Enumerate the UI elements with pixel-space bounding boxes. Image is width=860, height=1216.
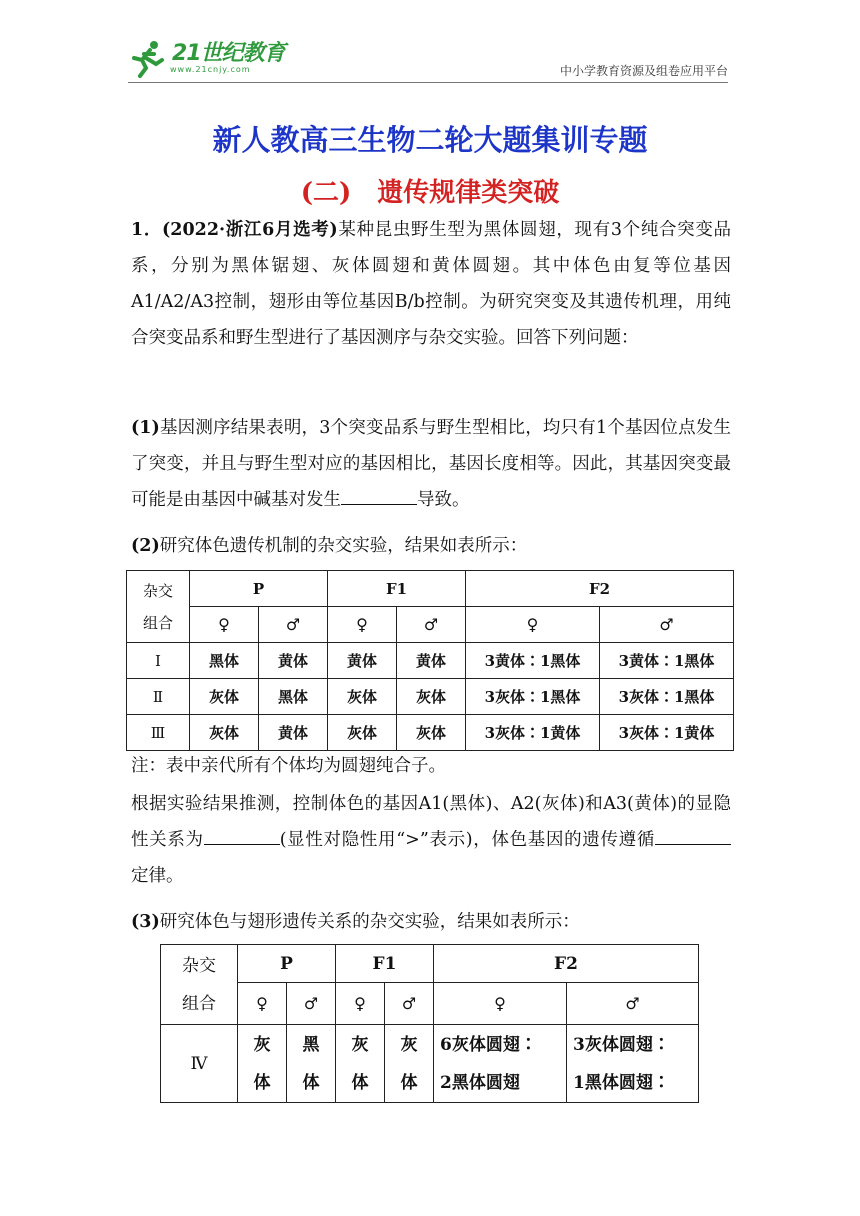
- female-symbol: ♀: [328, 607, 397, 643]
- table1-f2-header: F2: [466, 571, 734, 607]
- table-note: 注：表中亲代所有个体均为圆翅纯合子。: [131, 756, 446, 776]
- female-symbol: ♀: [190, 607, 259, 643]
- inference-text-c: 定律。: [131, 866, 184, 886]
- table1-f1-header: F1: [328, 571, 466, 607]
- part1-text: 基因测序结果表明，3个突变品系与野生型相比，均只有1个基因位点发生了突变，并且与野生型对应的基因相比，基因长度相等。因此，其基因突变最可能是由基因中碱基对发生: [131, 418, 731, 510]
- inference-text-b: (显性对隐性用“>”表示)，体色基因的遗传遵循: [279, 830, 655, 850]
- cell-line: 1黑体圆翅∶: [573, 1072, 670, 1093]
- part1-label: (1): [131, 418, 160, 438]
- question-intro-text: 某种昆虫野生型为黑体圆翅，现有3个纯合突变品系，分别为黑体锯翅、灰体圆翅和黄体圆翅。其中体色由复等位基因A1/A2/A3控制，翅形由等位基因B/b控制。为研究突变及其遗传机理，用纯合突变品系和野生型进行了基因测序与杂交实验。回答下列问题：: [131, 220, 731, 348]
- cell: [434, 1025, 567, 1103]
- header-platform-text: 中小学教育资源及组卷应用平台: [559, 64, 728, 78]
- table2-f1-header: F1: [336, 945, 434, 983]
- logo: [128, 38, 285, 78]
- cell-line: 灰: [253, 1034, 271, 1055]
- cell: 3黄体∶1黑体: [466, 643, 600, 679]
- cell: [385, 1025, 434, 1103]
- part2-label: (2): [131, 536, 160, 556]
- cell: 3灰体∶1黑体: [466, 679, 600, 715]
- cell: 黄体: [259, 715, 328, 751]
- female-symbol: ♀: [466, 607, 600, 643]
- part2: [131, 528, 731, 564]
- cell-line: 灰: [351, 1034, 369, 1055]
- inference-text-a: 根据实验结果推测，控制体色的基因A1(黑体)、A2(灰体)和A3(黄体)的显隐性关系为: [131, 794, 731, 850]
- cell: 黑体: [259, 679, 328, 715]
- male-symbol: ♂: [259, 607, 328, 643]
- part1: [131, 410, 731, 518]
- table2-group-header-b: 组合: [182, 993, 216, 1014]
- cell: 黑体: [190, 643, 259, 679]
- female-symbol: ♀: [434, 983, 567, 1025]
- cell-line: 体: [302, 1072, 320, 1093]
- cell: 3灰体∶1黄体: [466, 715, 600, 751]
- answer-blank-3[interactable]: [655, 826, 731, 845]
- cell: 黄体: [259, 643, 328, 679]
- cross-table-1: [126, 570, 734, 751]
- answer-blank-1[interactable]: [341, 486, 417, 505]
- logo-text: 21世纪教育: [172, 40, 285, 66]
- page-title: 新人教高三生物二轮大题集训专题: [212, 123, 648, 157]
- cell-line: 3灰体圆翅∶: [573, 1034, 670, 1055]
- table2-group-header-a: 杂交: [182, 955, 216, 976]
- part3-text: 研究体色与翅形遗传关系的杂交实验，结果如表所示：: [159, 912, 580, 932]
- cell: [567, 1025, 699, 1103]
- cell: 灰体: [190, 679, 259, 715]
- cell: 灰体: [397, 715, 466, 751]
- table2-f2-header: F2: [434, 945, 699, 983]
- female-symbol: ♀: [238, 983, 287, 1025]
- cell: [287, 1025, 336, 1103]
- male-symbol: ♂: [385, 983, 434, 1025]
- cell: [238, 1025, 287, 1103]
- cell: 灰体: [328, 715, 397, 751]
- cell-line: 体: [253, 1072, 271, 1093]
- cell: 3黄体∶1黑体: [600, 643, 734, 679]
- part1-tail: 导致。: [417, 490, 470, 510]
- question-number: 1．: [131, 220, 163, 240]
- cross-table-2: [160, 944, 699, 1103]
- row-id: Ⅰ: [127, 643, 190, 679]
- cell: 3灰体∶1黑体: [600, 679, 734, 715]
- cell-line: 体: [400, 1072, 418, 1093]
- cell: 黄体: [328, 643, 397, 679]
- question-source: (2022·浙江6月选考): [162, 220, 338, 240]
- part2-text: 研究体色遗传机制的杂交实验，结果如表所示：: [159, 536, 528, 556]
- cell-line: 灰: [400, 1034, 418, 1055]
- male-symbol: ♂: [567, 983, 699, 1025]
- cell: 3灰体∶1黄体: [600, 715, 734, 751]
- row-id: Ⅱ: [127, 679, 190, 715]
- table1-p-header: P: [190, 571, 328, 607]
- table2-group-header: [161, 945, 238, 1025]
- cell: 灰体: [397, 679, 466, 715]
- cell: [336, 1025, 385, 1103]
- cell: 黄体: [397, 643, 466, 679]
- male-symbol: ♂: [287, 983, 336, 1025]
- logo-url: www.21cnjy.com: [170, 64, 251, 74]
- row-id: Ⅲ: [127, 715, 190, 751]
- cell-line: 黑: [302, 1034, 320, 1055]
- table1-group-header: [127, 571, 190, 643]
- table-row: [161, 1025, 699, 1103]
- cell-line: 6灰体圆翅∶: [440, 1034, 537, 1055]
- cell-line: 2黑体圆翅: [440, 1072, 520, 1093]
- table-row: [127, 715, 734, 751]
- page-subtitle: (二) 遗传规律类突破: [300, 178, 560, 208]
- part3: [131, 904, 731, 940]
- male-symbol: ♂: [397, 607, 466, 643]
- answer-blank-2[interactable]: [204, 826, 280, 845]
- question-intro: [131, 212, 731, 356]
- part3-label: (3): [131, 912, 160, 932]
- table1-group-header-b: 组合: [142, 613, 173, 632]
- table2-p-header: P: [238, 945, 336, 983]
- table-row: [127, 679, 734, 715]
- row-id: Ⅳ: [161, 1025, 238, 1103]
- inference-paragraph: [131, 786, 731, 894]
- header-divider: [128, 82, 728, 83]
- cell: 灰体: [328, 679, 397, 715]
- male-symbol: ♂: [600, 607, 734, 643]
- cell: 灰体: [190, 715, 259, 751]
- cell-line: 体: [351, 1072, 369, 1093]
- table1-group-header-a: 杂交: [142, 581, 173, 600]
- female-symbol: ♀: [336, 983, 385, 1025]
- runner-logo-icon: [128, 38, 168, 78]
- page-header: [128, 38, 728, 84]
- table-row: [127, 643, 734, 679]
